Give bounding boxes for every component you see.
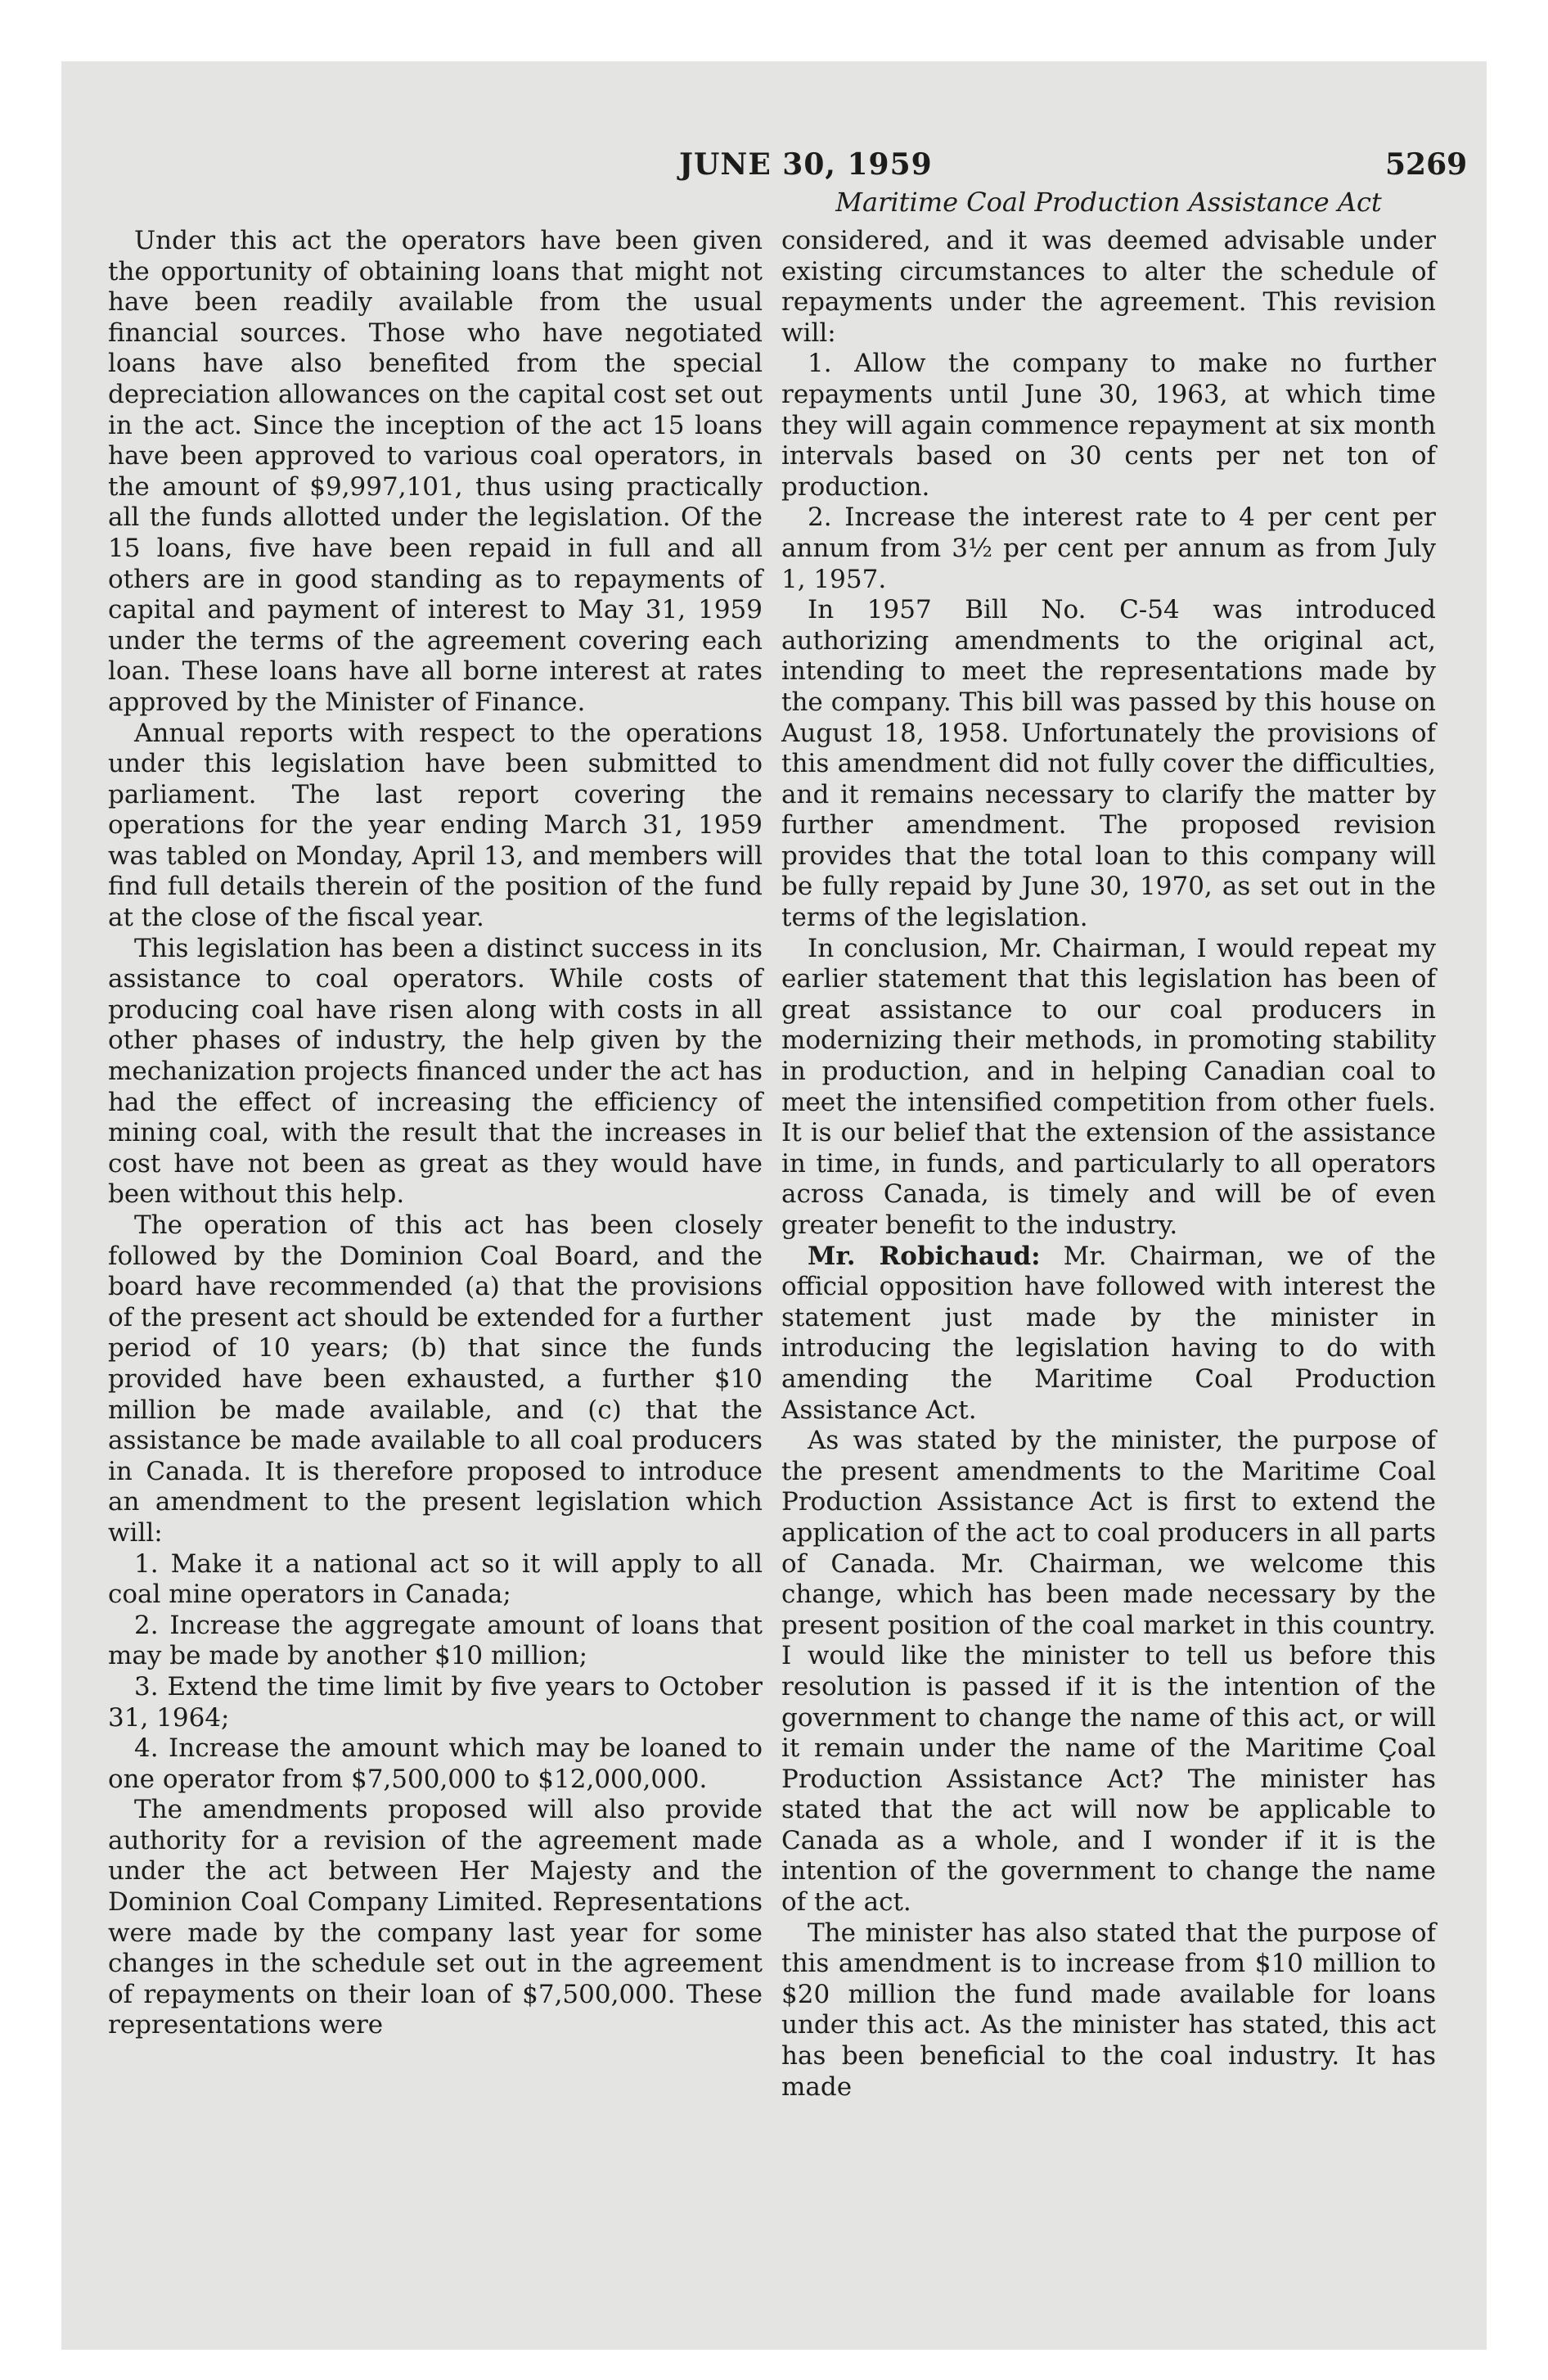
speaker-name: Mr. Robichaud: — [808, 1241, 1041, 1271]
page-date: JUNE 30, 1959 — [679, 147, 933, 182]
list-item: 2. Increase the interest rate to 4 per cent per annum from 3½ per cent per annum as from July 1, 1957. — [781, 503, 1436, 594]
paragraph: In conclusion, Mr. Chairman, I would repeat my earlier statement that this legislation has been of great assistance to our coal producers in modernizing their methods, in promoting stability in production, and in helping Canadian coal to meet the intensified competition from other fuels. It is our belief that the extension of the assistance in time, in funds, and particularly to all operators across Canada, is timely and will be of even greater benefit to the industry. — [781, 933, 1436, 1240]
paragraph: As was stated by the minister, the purpose of the present amendments to the Maritime Coal Production Assistance Act is first to extend the application of the act to coal producers in all parts of Canada. Mr. Chairman, we welcome this change, which has been made necessary by the present position of the coal market in this country. I would like the minister to tell us before this resolution is passed if it is the intention of the government to change the name of this act, or will it remain under the name of the Maritime Çoal Production Assistance Act? The minister has stated that the act will now be applicable to Canada as a whole, and I wonder if it is the intention of the government to change the name of the act. — [781, 1426, 1436, 1918]
paragraph: In 1957 Bill No. C-54 was introduced authorizing amendments to the original act, intending to meet the representations made by the company. This bill was passed by this house on August 18, 1958. Unfortunately the provisions of this amendment did not fully cover the difficulties, and it remains necessary to clarify the matter by further amendment. The proposed revision provides that the total loan to this company will be fully repaid by June 30, 1970, as set out in the terms of the legislation. — [781, 595, 1436, 933]
paragraph: The amendments proposed will also provide authority for a revision of the agreement made under the act between Her Majesty and the Dominion Coal Company Limited. Representations were made by the company last year for some changes in the schedule set out in the agreement of repayments on their loan of $7,500,000. These representations were — [108, 1795, 763, 2040]
paragraph: Annual reports with respect to the operations under this legislation have been submitted to parliament. The last report covering the operations for the year ending March 31, 1959 was tabled on Monday, April 13, and members will find full details therein of the position of the fund at the close of the fiscal year. — [108, 718, 763, 933]
paragraph: Under this act the operators have been given the opportunity of obtaining loans that might not have been readily available from the usual financial sources. Those who have negotiated loans have also benefited from the special depreciation allowances on the capital cost set out in the act. Since the inception of the act 15 loans have been approved to various coal operators, in the amount of $9,997,101, thus using practically all the funds allotted under the legislation. Of the 15 loans, five have been repaid in full and all others are in good standing as to repayments of capital and payment of interest to May 31, 1959 under the terms of the agreement covering each loan. These loans have all borne interest at rates approved by the Minister of Finance. — [108, 226, 763, 717]
running-title: Maritime Coal Production Assistance Act — [835, 187, 1382, 218]
paragraph: The operation of this act has been closely followed by the Dominion Coal Board, and the board have recommended (a) that the provisions of the present act should be extended for a further period of 10 years; (b) that since the funds provided have been exhausted, a further $10 million be made available, and (c) that the assistance be made available to all coal producers in Canada. It is therefore proposed to introduce an amendment to the present legislation which will: — [108, 1210, 763, 1548]
list-item: 3. Extend the time limit by five years to October 31, 1964; — [108, 1671, 763, 1733]
list-item: 1. Allow the company to make no further repayments until June 30, 1963, at which time they will again commence repayment at six month intervals based on 30 cents per net ton of production. — [781, 349, 1436, 502]
left-column — [108, 226, 763, 2041]
speaker-paragraph — [781, 1242, 1436, 1427]
list-item: 1. Make it a national act so it will apply to all coal mine operators in Canada; — [108, 1548, 763, 1610]
right-column — [781, 226, 1436, 2103]
paragraph: This legislation has been a distinct success in its assistance to coal operators. While costs of producing coal have risen along with costs in all other phases of industry, the help given by the mechanization projects financed under the act has had the effect of increasing the efficiency of mining coal, with the result that the increases in cost have not been as great as they would have been without this help. — [108, 933, 763, 1210]
paragraph: considered, and it was deemed advisable under existing circumstances to alter the schedule of repayments under the agreement. This revision will: — [781, 226, 1436, 348]
list-item: 2. Increase the aggregate amount of loans that may be made by another $10 million; — [108, 1610, 763, 1671]
paragraph: The minister has also stated that the purpose of this amendment is to increase from $10 million to $20 million the fund made available for loans under this act. As the minister has stated, this act has been beneficial to the coal industry. It has made — [781, 1918, 1436, 2102]
list-item: 4. Increase the amount which may be loaned to one operator from $7,500,000 to $12,000,000. — [108, 1733, 763, 1794]
page-number: 5269 — [1385, 147, 1468, 182]
speaker-text: Mr. Chairman, we of the official opposition have followed with interest the statement just made by the minister in introducing the legislation having to do with amending the Maritime Coal Production Assistance Act. — [781, 1241, 1437, 1425]
